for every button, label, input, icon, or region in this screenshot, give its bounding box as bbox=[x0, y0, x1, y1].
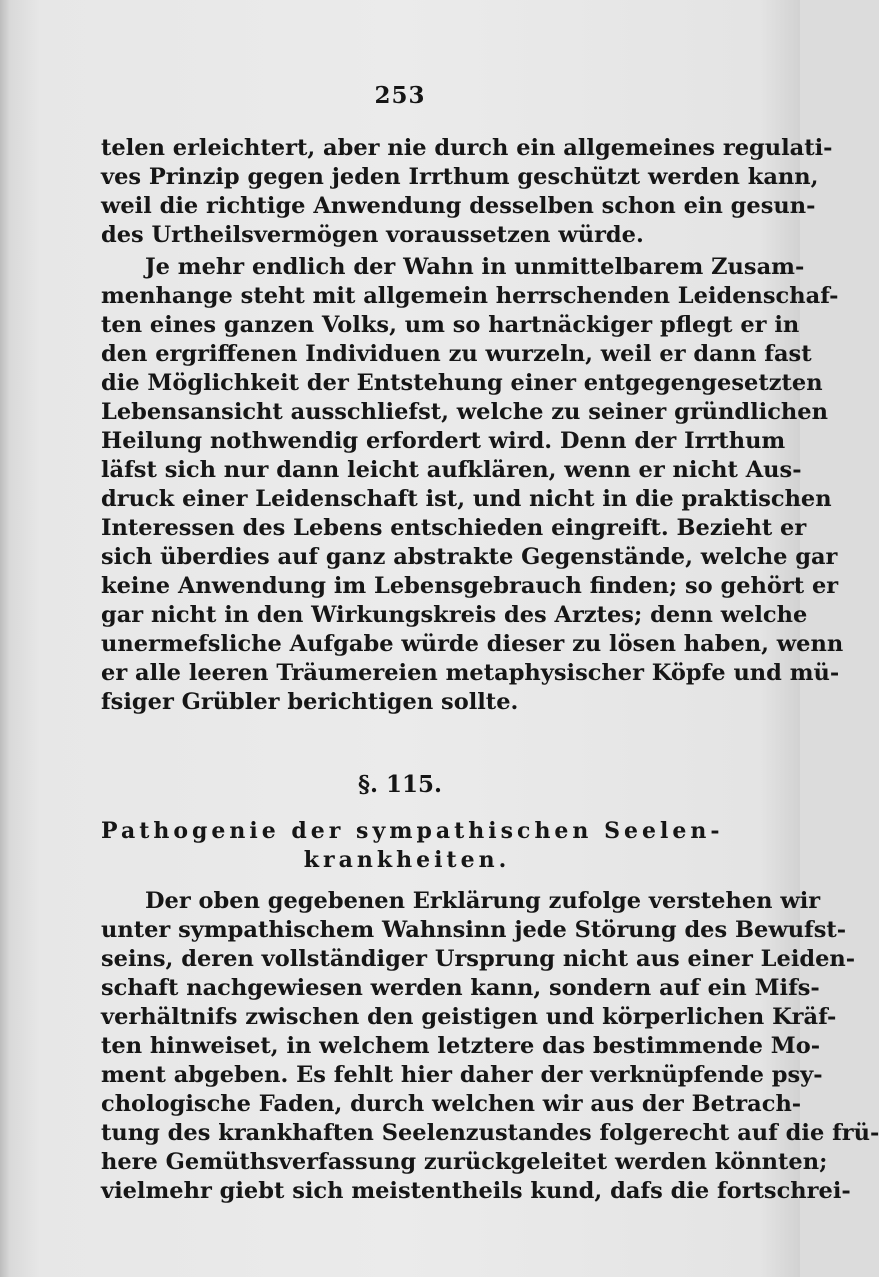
text-line: schaft nachgewiesen werden kann, sondern auf ein Mifs- bbox=[101, 975, 820, 1001]
text-line: des Urtheilsvermögen voraussetzen würde. bbox=[101, 222, 644, 248]
text-line: unter sympathischem Wahnsinn jede Störung des Bewufst- bbox=[101, 917, 847, 943]
text-line: tung des krankhaften Seelenzustandes folgerecht auf die frü- bbox=[101, 1120, 879, 1146]
text-line: here Gemüthsverfassung zurückgeleitet werden könnten; bbox=[101, 1149, 828, 1175]
page-number: 253 bbox=[374, 82, 426, 109]
text-line: Der oben gegebenen Erklärung zufolge verstehen wir bbox=[145, 888, 821, 914]
text-line: läfst sich nur dann leicht aufklären, wenn er nicht Aus- bbox=[101, 457, 802, 483]
paragraph bbox=[101, 253, 844, 717]
paragraph-continued bbox=[101, 134, 833, 250]
text-line: ment abgeben. Es fehlt hier daher der verknüpfende psy- bbox=[101, 1062, 823, 1088]
text-line: ten hinweiset, in welchem letztere das bestimmende Mo- bbox=[101, 1033, 821, 1059]
text-line: den ergriffenen Individuen zu wurzeln, weil er dann fast bbox=[101, 341, 812, 367]
section-title-line: krankheiten. bbox=[303, 847, 511, 873]
section-number: §. 115. bbox=[357, 771, 443, 798]
section-title bbox=[101, 817, 724, 875]
text-line: gar nicht in den Wirkungskreis des Arztes; denn welche bbox=[101, 602, 808, 628]
text-line: ten eines ganzen Volks, um so hartnäckiger pflegt er in bbox=[101, 312, 800, 338]
text-line: unermefsliche Aufgabe würde dieser zu lösen haben, wenn bbox=[101, 631, 844, 657]
text-line: vielmehr giebt sich meistentheils kund, dafs die fortschrei- bbox=[101, 1178, 851, 1204]
text-line: menhange steht mit allgemein herrschenden Leidenschaf- bbox=[101, 283, 839, 309]
text-line: ves Prinzip gegen jeden Irrthum geschützt werden kann, bbox=[101, 164, 819, 190]
text-line: chologische Faden, durch welchen wir aus der Betrach- bbox=[101, 1091, 802, 1117]
text-line: Heilung nothwendig erfordert wird. Denn der Irrthum bbox=[101, 428, 786, 454]
text-line: fsiger Grübler berichtigen sollte. bbox=[101, 689, 519, 715]
text-line: telen erleichtert, aber nie durch ein allgemeines regulati- bbox=[101, 135, 833, 161]
paragraph bbox=[101, 887, 879, 1206]
text-line: Je mehr endlich der Wahn in unmittelbarem Zusam- bbox=[145, 254, 805, 280]
text-line: Lebensansicht ausschliefst, welche zu seiner gründlichen bbox=[101, 399, 828, 425]
text-line: seins, deren vollständiger Ursprung nicht aus einer Leiden- bbox=[101, 946, 856, 972]
text-line: Interessen des Lebens entschieden eingreift. Bezieht er bbox=[101, 515, 807, 541]
section-title-line: Pathogenie der sympathischen Seelen- bbox=[101, 818, 724, 844]
text-line: druck einer Leidenschaft ist, und nicht in die praktischen bbox=[101, 486, 832, 512]
text-line: keine Anwendung im Lebensgebrauch finden; so gehört er bbox=[101, 573, 839, 599]
text-line: er alle leeren Träumereien metaphysischer Köpfe und mü- bbox=[101, 660, 840, 686]
text-line: sich überdies auf ganz abstrakte Gegenstände, welche gar bbox=[101, 544, 838, 570]
text-line: verhältnifs zwischen den geistigen und körperlichen Kräf- bbox=[101, 1004, 837, 1030]
text-line: weil die richtige Anwendung desselben schon ein gesun- bbox=[101, 193, 816, 219]
text-line: die Möglichkeit der Entstehung einer entgegengesetzten bbox=[101, 370, 823, 396]
